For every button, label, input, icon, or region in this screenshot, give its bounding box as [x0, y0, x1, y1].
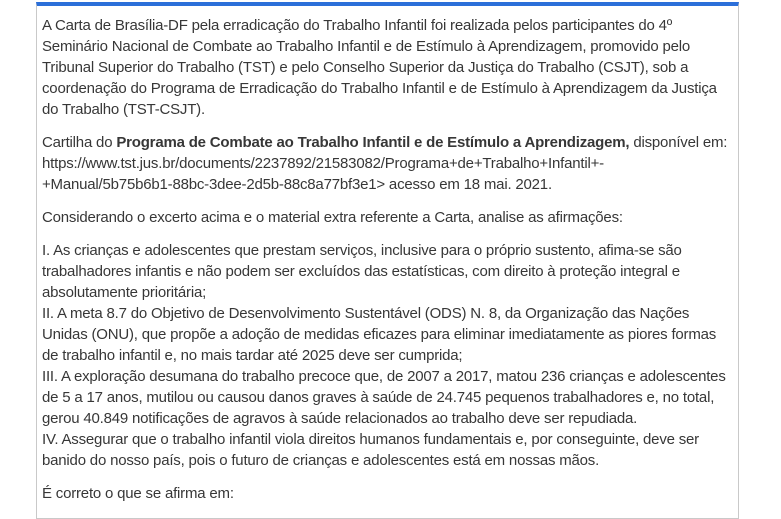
question-instruction: Considerando o excerto acima e o material extra referente a Carta, analise as afirmações: — [42, 209, 623, 226]
question-source-paragraph — [42, 132, 732, 195]
source-url-line2: +Manual/5b75b6b1-88bc-3dee-2d5b-88c8a77bf3e1> acesso em 18 mai. 2021. — [42, 176, 552, 193]
question-text-box — [36, 2, 739, 519]
source-availability: disponível em: — [629, 134, 728, 151]
source-url-line1: https://www.tst.jus.br/documents/2237892/21583082/Programa+de+Trabalho+Infantil+- — [42, 155, 604, 172]
question-intro-paragraph: A Carta de Brasília-DF pela erradicação do Trabalho Infantil foi realizada pelos participantes do 4º Seminário Nacional de Combate ao Trabalho Infantil e de Estímulo à Aprendizagem, promovido pelo Tribunal Superior do Trabalho (TST) e pelo Conselho Superior da Justiça do Trabalho (CSJT), sob a coordenação do Programa de Erradicação do Trabalho Infantil e de Estímulo à Aprendizagem da Justiça do Trabalho (TST-CSJT). — [42, 17, 717, 118]
question-prompt: É correto o que se afirma em: — [42, 485, 234, 502]
source-title-bold: Programa de Combate ao Trabalho Infantil e de Estímulo a Aprendizagem, — [116, 134, 630, 151]
statement-item: IV. Assegurar que o trabalho infantil viola direitos humanos fundamentais e, por conseguinte, deve ser banido do nosso país, pois o futuro de crianças e adolescentes está em nossas mãos. — [42, 431, 699, 469]
statement-item: II. A meta 8.7 do Objetivo de Desenvolvimento Sustentável (ODS) N. 8, da Organização das Nações Unidas (ONU), que propõe a adoção de medidas eficazes para eliminar imediatamente as piores formas de trabalho infantil e, no mais tardar até 2025 deve ser cumprida; — [42, 305, 717, 364]
statement-item: I. As crianças e adolescentes que prestam serviços, inclusive para o próprio sustento, afima-se são trabalhadores infantis e não podem ser excluídos das estatísticas, com direito à proteção integral e absolutamente prioritária; — [42, 242, 682, 301]
statements-list — [42, 240, 732, 471]
source-prefix: Cartilha do — [42, 134, 117, 151]
statement-item: III. A exploração desumana do trabalho precoce que, de 2007 a 2017, matou 236 crianças e adolescentes de 5 a 17 anos, mutilou ou causou danos graves à saúde de 24.745 pequenos trabalhadores e, no total, gerou 40.849 notificações de agravos à saúde relacionados ao trabalho deve ser repudiada. — [42, 368, 726, 427]
